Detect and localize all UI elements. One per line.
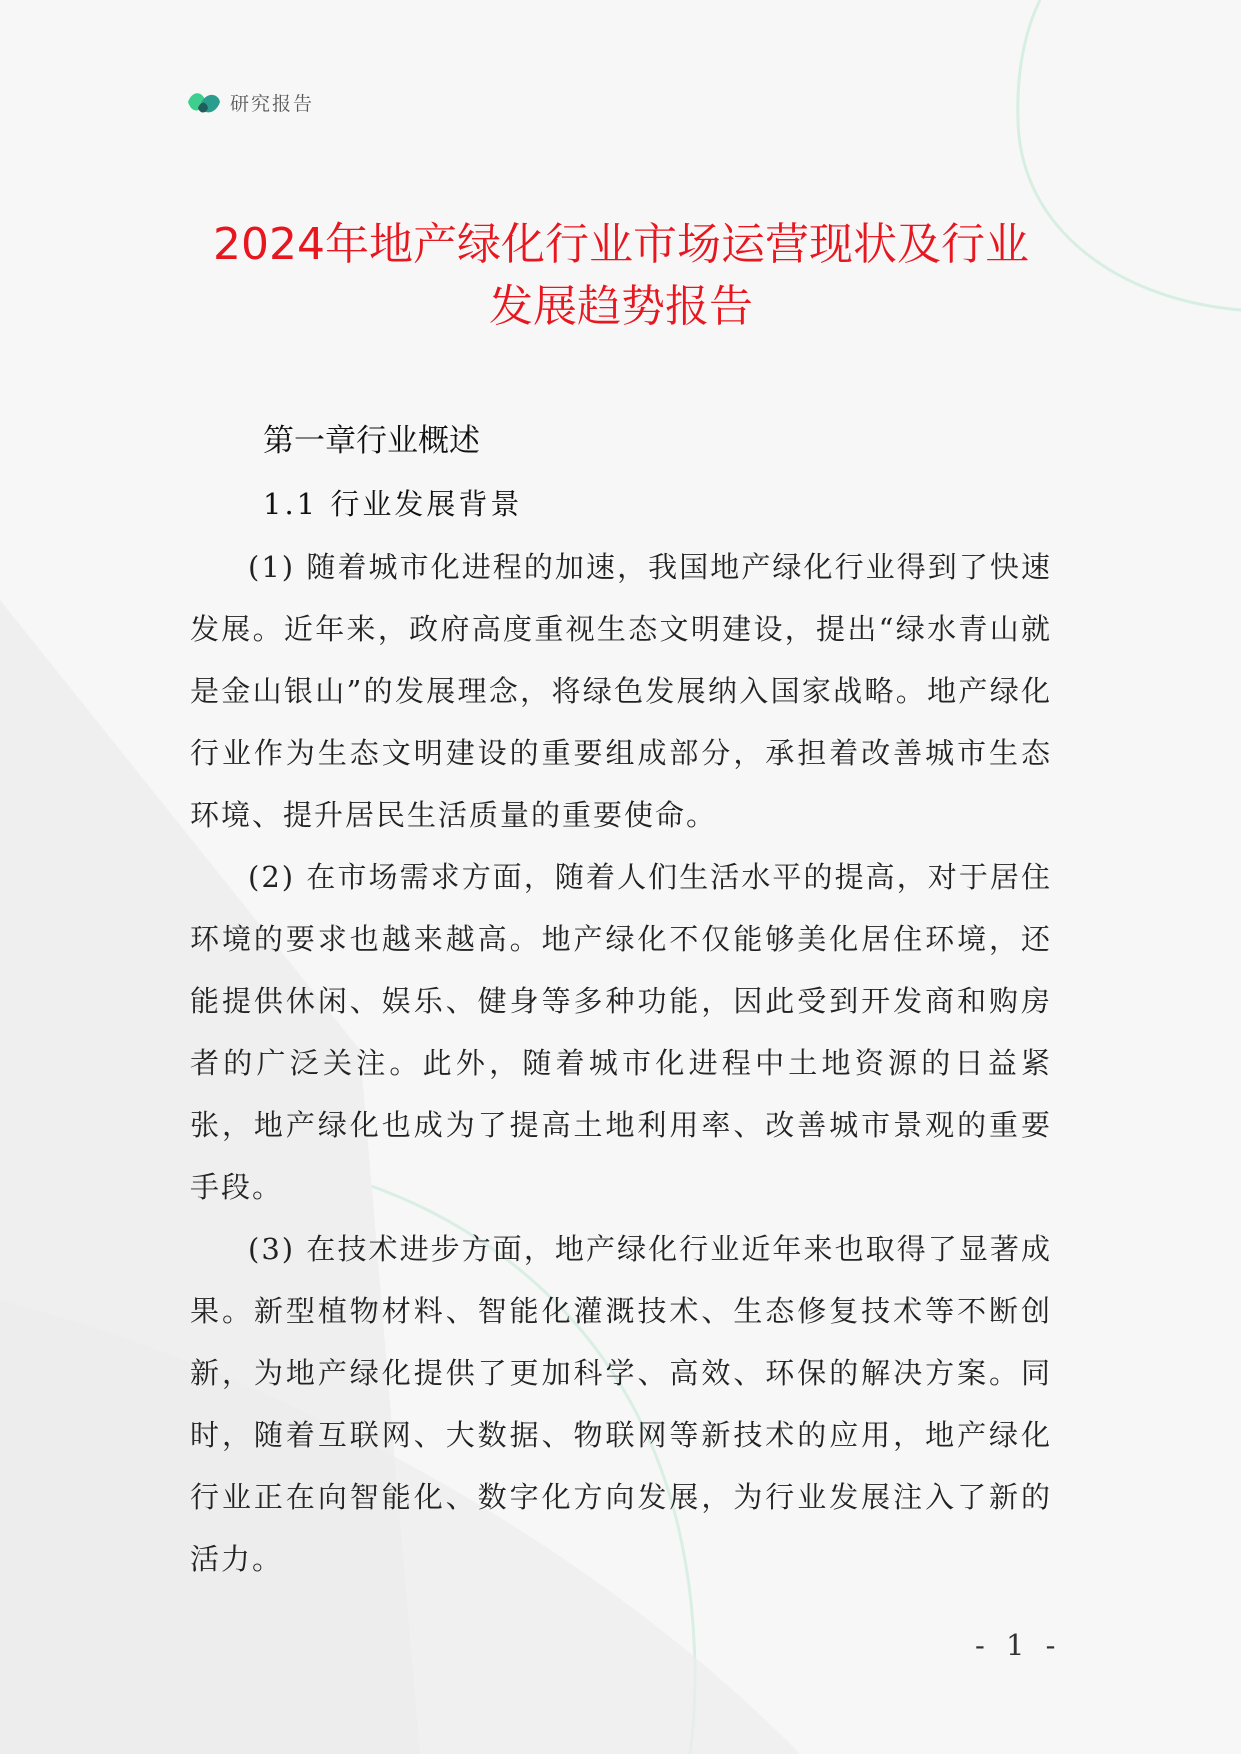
chapter-heading: 第一章行业概述 <box>263 423 480 459</box>
title-line-1: 2024年地产绿化行业市场运营现状及行业 <box>213 219 1029 270</box>
report-title <box>160 214 1082 338</box>
section-heading: 1.1 行业发展背景 <box>263 487 523 521</box>
body-text <box>190 536 1052 1590</box>
paragraph-2: (2) 在市场需求方面，随着人们生活水平的提高，对于居住环境的要求也越来越高。地产绿化不仅能够美化居住环境，还能提供休闲、娱乐、健身等多种功能，因此受到开发商和购房者的广泛关注。此外，随着城市化进程中土地资源的日益紧张，地产绿化也成为了提高土地利用率、改善城市景观的重要手段。 <box>190 860 1052 1204</box>
title-line-2: 发展趋势报告 <box>489 281 753 332</box>
leaf-logo-icon <box>186 88 222 120</box>
paragraph-3: (3) 在技术进步方面，地产绿化行业近年来也取得了显著成果。新型植物材料、智能化灌溉技术、生态修复技术等不断创新，为地产绿化提供了更加科学、高效、环保的解决方案。同时，随着互联网、大数据、物联网等新技术的应用，地产绿化行业正在向智能化、数字化方向发展，为行业发展注入了新的活力。 <box>190 1232 1052 1576</box>
brand-text: 研究报告 <box>230 93 315 115</box>
page-number: - 1 - <box>975 1628 1062 1662</box>
brand-header <box>186 88 314 120</box>
paragraph-1: (1) 随着城市化进程的加速，我国地产绿化行业得到了快速发展。近年来，政府高度重视生态文明建设，提出“绿水青山就是金山银山”的发展理念，将绿色发展纳入国家战略。地产绿化行业作为生态文明建设的重要组成部分，承担着改善城市生态环境、提升居民生活质量的重要使命。 <box>190 550 1052 832</box>
